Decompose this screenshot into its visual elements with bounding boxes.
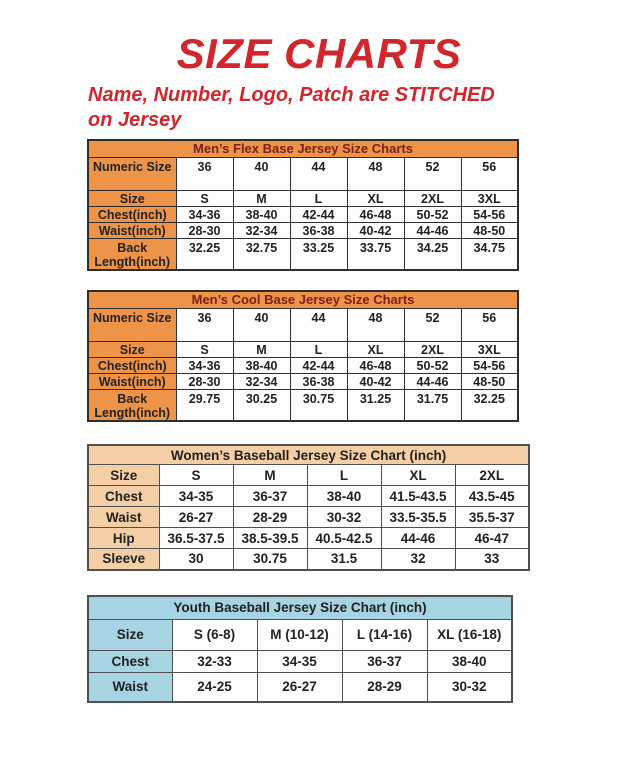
row-label: Chest(inch): [88, 207, 176, 223]
womens-baseball-table-title: Women’s Baseball Jersey Size Chart (inch): [88, 445, 529, 465]
table-row: [88, 465, 529, 486]
size-cell: 26-27: [257, 672, 342, 702]
size-cell: 56: [461, 158, 518, 191]
size-cell: 29.75: [176, 390, 233, 422]
size-cell: 36-38: [290, 374, 347, 390]
size-cell: 36-38: [290, 223, 347, 239]
size-cell: 50-52: [404, 358, 461, 374]
size-cell: L (14-16): [342, 619, 427, 650]
size-cell: 28-29: [342, 672, 427, 702]
size-cell: 46-47: [455, 528, 529, 549]
size-charts-page: [0, 30, 638, 780]
size-cell: 36.5-37.5: [159, 528, 233, 549]
size-cell: 30.75: [233, 549, 307, 570]
size-cell: 36-37: [342, 650, 427, 672]
size-cell: 44-46: [404, 223, 461, 239]
size-cell: 30.25: [233, 390, 290, 422]
size-cell: XL: [347, 342, 404, 358]
mens-cool-base-table-title: Men’s Cool Base Jersey Size Charts: [88, 291, 518, 309]
size-cell: 34.75: [461, 239, 518, 271]
size-cell: 35.5-37: [455, 507, 529, 528]
row-label: Waist: [88, 507, 159, 528]
row-label: Numeric Size: [88, 309, 176, 342]
table-row: [88, 507, 529, 528]
size-cell: 31.75: [404, 390, 461, 422]
table-row: [88, 309, 518, 342]
size-cell: 43.5-45: [455, 486, 529, 507]
size-cell: 42-44: [290, 358, 347, 374]
size-cell: L: [307, 465, 381, 486]
row-label: Chest(inch): [88, 358, 176, 374]
size-cell: M: [233, 465, 307, 486]
size-cell: 44-46: [404, 374, 461, 390]
size-cell: 38.5-39.5: [233, 528, 307, 549]
size-cell: 3XL: [461, 342, 518, 358]
size-cell: 48: [347, 309, 404, 342]
size-cell: 38-40: [307, 486, 381, 507]
table-row: [88, 207, 518, 223]
table-row: [88, 358, 518, 374]
table-row: [88, 549, 529, 570]
size-cell: 40: [233, 158, 290, 191]
size-cell: 40-42: [347, 374, 404, 390]
table-row: [88, 486, 529, 507]
table-row: [88, 374, 518, 390]
row-label: Size: [88, 191, 176, 207]
size-cell: 32.25: [176, 239, 233, 271]
table-row: [88, 342, 518, 358]
row-label: Waist(inch): [88, 374, 176, 390]
size-cell: 42-44: [290, 207, 347, 223]
size-cell: 28-30: [176, 374, 233, 390]
size-cell: 52: [404, 309, 461, 342]
table-row: [88, 191, 518, 207]
size-cell: 2XL: [404, 191, 461, 207]
row-label: Size: [88, 465, 159, 486]
table-row: [88, 528, 529, 549]
youth-baseball-table: [87, 595, 513, 704]
size-cell: 48-50: [461, 374, 518, 390]
size-cell: 40.5-42.5: [307, 528, 381, 549]
size-cell: M: [233, 191, 290, 207]
size-cell: 36-37: [233, 486, 307, 507]
row-label: Numeric Size: [88, 158, 176, 191]
size-cell: 28-30: [176, 223, 233, 239]
row-label: Size: [88, 342, 176, 358]
size-cell: S: [176, 342, 233, 358]
mens-cool-base-table: [87, 290, 519, 422]
size-cell: XL: [347, 191, 404, 207]
youth-baseball-table-title: Youth Baseball Jersey Size Chart (inch): [88, 596, 512, 620]
size-cell: 3XL: [461, 191, 518, 207]
size-cell: 33.5-35.5: [381, 507, 455, 528]
row-label: Sleeve: [88, 549, 159, 570]
table-title-row: [88, 596, 512, 620]
size-cell: 30.75: [290, 390, 347, 422]
size-cell: L: [290, 191, 347, 207]
size-cell: 28-29: [233, 507, 307, 528]
table-row: [88, 223, 518, 239]
size-cell: S: [176, 191, 233, 207]
size-cell: 44: [290, 309, 347, 342]
subtitle-line-2: on Jersey: [88, 109, 182, 131]
size-cell: 56: [461, 309, 518, 342]
size-cell: 40-42: [347, 223, 404, 239]
size-cell: 26-27: [159, 507, 233, 528]
size-cell: 32-34: [233, 374, 290, 390]
table-title-row: [88, 445, 529, 465]
size-cell: 31.25: [347, 390, 404, 422]
size-cell: 24-25: [172, 672, 257, 702]
row-label: Back Length(inch): [88, 239, 176, 271]
table-row: [88, 650, 512, 672]
table-title-row: [88, 291, 518, 309]
table-title-row: [88, 140, 518, 158]
size-cell: 30-32: [427, 672, 512, 702]
size-cell: 34.25: [404, 239, 461, 271]
size-cell: 48: [347, 158, 404, 191]
size-cell: 52: [404, 158, 461, 191]
row-label: Hip: [88, 528, 159, 549]
size-cell: 36: [176, 158, 233, 191]
size-cell: L: [290, 342, 347, 358]
table-row: [88, 158, 518, 191]
size-cell: 31.5: [307, 549, 381, 570]
size-cell: 2XL: [455, 465, 529, 486]
size-cell: M: [233, 342, 290, 358]
size-cell: 48-50: [461, 223, 518, 239]
size-cell: 44-46: [381, 528, 455, 549]
mens-flex-base-table-title: Men’s Flex Base Jersey Size Charts: [88, 140, 518, 158]
row-label: Chest: [88, 486, 159, 507]
size-cell: XL (16-18): [427, 619, 512, 650]
row-label: Back Length(inch): [88, 390, 176, 422]
row-label: Waist: [88, 672, 172, 702]
size-cell: 34-36: [176, 207, 233, 223]
size-cell: 34-35: [257, 650, 342, 672]
size-cell: 38-40: [427, 650, 512, 672]
size-cell: 33: [455, 549, 529, 570]
size-cell: 32.25: [461, 390, 518, 422]
size-cell: 54-56: [461, 207, 518, 223]
womens-baseball-table: [87, 444, 530, 571]
subtitle-line-1: Name, Number, Logo, Patch are STITCHED: [88, 84, 495, 106]
size-cell: 46-48: [347, 358, 404, 374]
size-cell: 33.25: [290, 239, 347, 271]
size-cell: 50-52: [404, 207, 461, 223]
size-cell: 32-34: [233, 223, 290, 239]
mens-flex-base-table: [87, 139, 519, 271]
size-cell: 32.75: [233, 239, 290, 271]
size-cell: M (10-12): [257, 619, 342, 650]
size-cell: XL: [381, 465, 455, 486]
size-cell: 34-36: [176, 358, 233, 374]
size-cell: 33.75: [347, 239, 404, 271]
subtitle: [88, 83, 638, 133]
size-cell: 32: [381, 549, 455, 570]
size-cell: 46-48: [347, 207, 404, 223]
row-label: Size: [88, 619, 172, 650]
size-cell: 41.5-43.5: [381, 486, 455, 507]
size-cell: 34-35: [159, 486, 233, 507]
page-title: SIZE CHARTS: [176, 30, 462, 77]
size-cell: 30-32: [307, 507, 381, 528]
size-cell: 38-40: [233, 358, 290, 374]
size-cell: 36: [176, 309, 233, 342]
size-cell: S: [159, 465, 233, 486]
table-row: [88, 672, 512, 702]
row-label: Waist(inch): [88, 223, 176, 239]
size-cell: 44: [290, 158, 347, 191]
size-cell: 54-56: [461, 358, 518, 374]
table-row: [88, 619, 512, 650]
size-cell: 30: [159, 549, 233, 570]
table-row: [88, 390, 518, 422]
size-cell: 40: [233, 309, 290, 342]
size-cell: 38-40: [233, 207, 290, 223]
size-cell: S (6-8): [172, 619, 257, 650]
table-row: [88, 239, 518, 271]
size-cell: 2XL: [404, 342, 461, 358]
row-label: Chest: [88, 650, 172, 672]
size-cell: 32-33: [172, 650, 257, 672]
